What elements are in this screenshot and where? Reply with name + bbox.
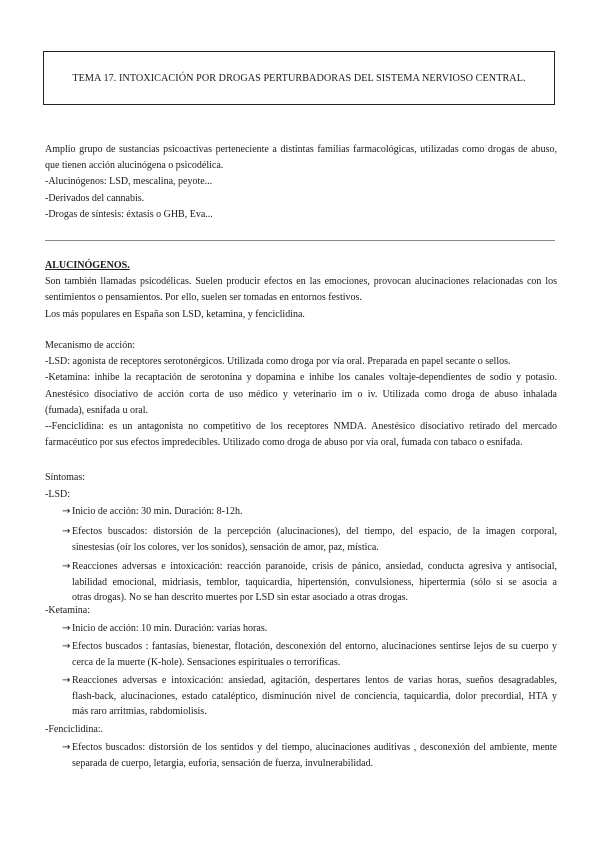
intro-line: que tienen acción alucinógena o psicodélica. (45, 160, 224, 172)
bullet-line: Inicio de acción: 10 min. Duración: varias horas. (72, 623, 268, 634)
paragraph-line: --Fenciclidina: es un antagonista no competitivo de los receptores NMDA. Anestésico disociativo retirado del mercado (45, 421, 557, 433)
intro-paragraph (45, 142, 557, 223)
paragraph-line: (fumada), esnifada u oral. (45, 404, 149, 416)
list-item (62, 559, 557, 606)
list-item (62, 504, 557, 520)
fenciclidina-label: -Fenciclidina:. (45, 724, 104, 735)
intro-line: -Alucinógenos: LSD, mescalina, peyote... (45, 176, 213, 188)
page-title: TEMA 17. INTOXICACIÓN POR DROGAS PERTURBADORAS DEL SISTEMA NERVIOSO CENTRAL. (72, 72, 526, 84)
lsd-label: -LSD: (45, 489, 70, 500)
arrow-icon: → (62, 526, 71, 537)
paragraph-line: Los más populares en España son LSD, ketamina, y fenciclidina. (45, 308, 305, 320)
bullet-line: más raro arritmias, rabdomiolisis. (72, 706, 207, 717)
paragraph-line: Son también llamadas psicodélicas. Suelen producir efectos en las emociones, provocan alucinaciones relacionadas con los (45, 276, 557, 288)
bullet-line: Inicio de acción: 30 min. Duración: 8-12h. (72, 506, 243, 517)
list-item (62, 524, 557, 555)
bullet-line: Reacciones adversas e intoxicación: reacción paranoide, crisis de pánico, ansiedad, conducta agresiva y antisocial, (72, 561, 557, 572)
intro-line: -Derivados del cannabis. (45, 192, 145, 204)
intro-line: -Drogas de síntesis: éxtasis o GHB, Eva... (45, 208, 213, 220)
ketamina-label: -Ketamina: (45, 605, 90, 616)
alucinogenos-section (45, 258, 557, 323)
bullet-line: Efectos buscados: distorsión de la percepción (alucinaciones), del tiempo, del espacio, de la imagen corporal, (72, 526, 557, 537)
bullet-line: flash-back, alucinaciones, estado cataléptico, disminución nivel de conciencia, taquicardia, dolor precordial, HTA y (72, 690, 557, 702)
paragraph-line: farmacéutico por sus efectos impredecibles. Utilizado como droga de abuso por vía oral, fumada con tabaco o esnifada. (45, 437, 523, 449)
list-item (62, 621, 557, 637)
arrow-icon: → (62, 641, 71, 652)
bullet-line: Reacciones adversas e intoxicación: ansiedad, agitación, despertares lentos de varias horas, sueños desagradables, (72, 675, 557, 686)
paragraph-line: sentimientos o pensamientos. Por ello, suelen ser tomadas en entornos festivos. (45, 292, 362, 304)
divider (45, 240, 555, 241)
arrow-icon: → (62, 561, 71, 572)
list-item (62, 673, 557, 720)
bullet-line: Efectos buscados: distorsión de los sentidos y del tiempo, alucinaciones auditivas , desconexión del ambiente, mente (72, 742, 557, 753)
intro-line: Amplio grupo de sustancias psicoactivas perteneciente a distintas familias farmacológicas, utilizadas como drogas de abuso, (45, 144, 557, 155)
arrow-icon: → (62, 623, 71, 634)
paragraph-line: Anestésico disociativo de acción corta de uso médico y veterinario im o iv. Utilizada como droga de abuso inhalada (45, 388, 557, 400)
bullet-line: otras drogas). No se han descrito muertes por LSD sin estar asociado a otras drogas. (72, 592, 409, 603)
bullet-line: cerca de la muerte (K-hole). Sensaciones espirituales o terroríficas. (72, 656, 341, 668)
arrow-icon: → (62, 742, 71, 753)
arrow-icon: → (62, 675, 71, 686)
bullet-line: Efectos buscados : fantasías, bienestar, flotación, desconexión del entorno, alucinaciones sentirse lejos de su cuerpo y (72, 641, 557, 652)
paragraph-line: -Ketamina: inhibe la recaptación de serotonina y dopamina e inhibe los canales voltaje-dependientes de sodio y potasio. (45, 372, 557, 384)
subsection-heading: Mecanismo de acción: (45, 340, 135, 351)
arrow-icon: → (62, 506, 71, 517)
list-item (62, 740, 557, 771)
list-item (62, 639, 557, 670)
section-heading: ALUCINÓGENOS. (45, 260, 130, 271)
title-box (43, 51, 555, 105)
bullet-line: sinestesias (oír los colores, ver los sonidos), sensación de amor, paz, mística. (72, 541, 379, 553)
mecanismo-section (45, 338, 557, 451)
bullet-line: labilidad emocional, midriasis, temblor, taquicardia, hipertensión, convulsioness, hipertermia (sólo si se asocia a (72, 576, 557, 588)
paragraph-line: -LSD: agonista de receptores serotonérgicos. Utilizada como droga por vía oral. Preparada en papel secante o sellos. (45, 356, 511, 368)
sintomas-heading: Síntomas: (45, 472, 86, 483)
bullet-line: separada de cuerpo, letargia, euforia, sensación de fuerza, invulnerabilidad. (72, 757, 374, 769)
